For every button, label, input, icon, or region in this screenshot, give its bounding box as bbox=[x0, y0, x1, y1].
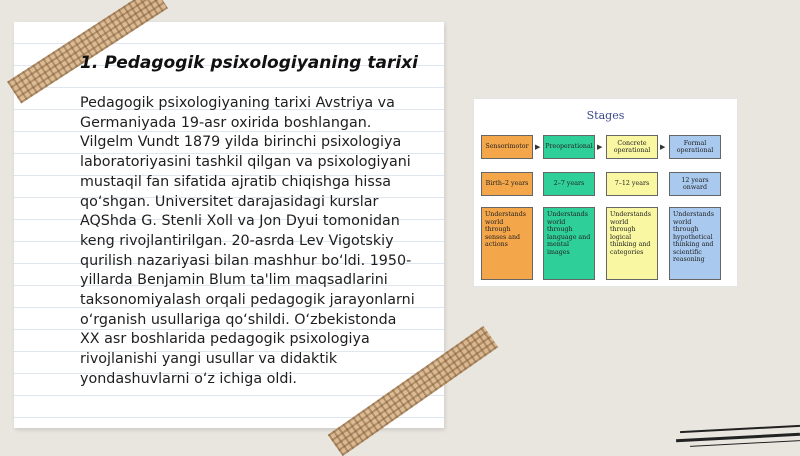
stages-figure bbox=[473, 98, 738, 287]
arrow-right-icon: ▶ bbox=[660, 143, 666, 151]
stage-age-cell: Birth–2 years bbox=[481, 172, 533, 196]
decorative-line bbox=[680, 425, 800, 433]
stages-figure-title: Stages bbox=[586, 109, 625, 122]
stage-age-cell: 7–12 years bbox=[606, 172, 658, 196]
decorative-line bbox=[690, 440, 800, 447]
stage-description-cell: Understands world through language and mental images bbox=[543, 207, 595, 280]
stage-description-cell: Understands world through hypothetical thinking and scientific reasoning bbox=[669, 207, 721, 280]
stage-name-cell: Formal operational bbox=[669, 135, 721, 159]
arrow-right-icon: ▶ bbox=[535, 143, 541, 151]
stage-description-cell: Understands world through logical thinking and categories bbox=[606, 207, 658, 280]
stage-name-cell: Preoperational bbox=[543, 135, 595, 159]
stage-age-cell: 12 years onward bbox=[669, 172, 721, 196]
slide-body-text: Pedagogik psixologiyaning tarixi Avstriya va Germaniyada 19-asr oxirida boshlangan. Vilgelm Vundt 1879 yilda birinchi psixologiya laboratoriyasini tashkil qilgan va psixologiyani mustaqil fan sifatida ajratib chiqishga hissa qo‘shgan. Universitet darajasidagi kurslar AQShda G. Stenli Xoll va Jon Dyui tomonidan keng rivojlantirilgan. 20-asrda Lev Vigotskiy qurilish nazariyasi bilan mashhur bo‘ldi. 1950-yillarda Benjamin Blum ta'lim maqsadlarini taksonomiyalash orqali pedagogik jarayonlarni o‘rganish usullariga qo‘shildi. O‘zbekistonda XX asr boshlarida pedagogik psixologiya rivojlanishi yangi usullar va didaktik yondashuvlarni o‘z ichiga oldi. bbox=[80, 95, 415, 387]
stage-name-cell: Concrete operational bbox=[606, 135, 658, 159]
stage-description-cell: Understands world through senses and actions bbox=[481, 207, 533, 280]
stage-name-cell: Sensorimotor bbox=[481, 135, 533, 159]
stage-age-cell: 2–7 years bbox=[543, 172, 595, 196]
slide-title: 1. Pedagogik psixologiyaning tarixi bbox=[80, 53, 418, 73]
arrow-right-icon: ▶ bbox=[597, 143, 603, 151]
